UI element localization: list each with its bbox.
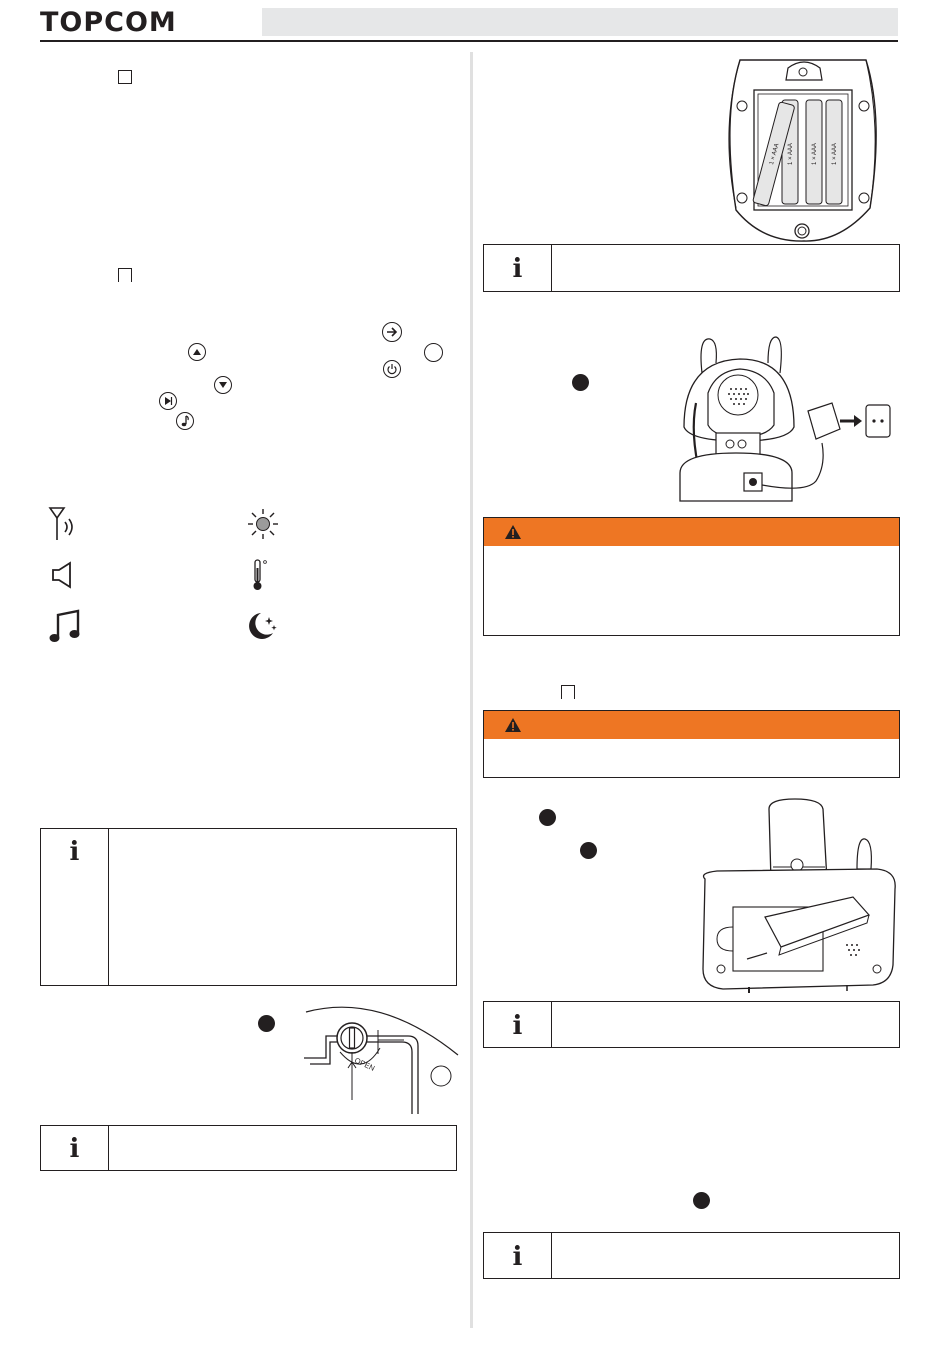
parent-unit-battery-figure [697,797,899,997]
moon-stars-icon [247,611,279,641]
thermometer-icon [250,558,270,592]
speaker-icon [50,560,76,590]
signal-waves-icon [48,506,80,542]
brand-logo: TOPCOM [40,7,177,38]
checkbox-square-open [561,685,575,699]
step-marker [572,374,589,391]
battery-label: 1 × AAA [832,143,838,165]
empty-circle-icon [424,343,443,362]
info-box [483,1232,900,1279]
info-box [483,244,900,292]
music-note-icon [48,609,82,645]
step-marker [258,1015,275,1032]
step-marker [580,842,597,859]
warning-header [484,518,899,546]
camera-adapter-figure [676,333,898,507]
battery-cover-figure [300,1000,465,1118]
header-rule [40,40,898,42]
info-box [40,1125,457,1171]
battery-label: 1 × AAA [768,142,781,166]
info-icon: i [69,1134,80,1164]
info-box [40,828,457,986]
menu-enter-icon [382,322,402,342]
info-icon: i [512,1242,523,1272]
sun-icon [247,508,279,540]
battery-label: 1 × AAA [812,143,818,165]
info-icon: i [512,1011,523,1041]
open-label: OPEN [353,1055,377,1073]
warning-triangle-icon [504,717,522,733]
warning-triangle-icon [504,524,522,540]
arrow-down-icon [214,376,232,394]
battery-compartment-figure [722,58,884,242]
battery-label: 1 × AAA [788,143,794,165]
arrow-up-icon [188,343,206,361]
warning-box [483,710,900,778]
warning-header [484,711,899,739]
checkbox-square [118,70,132,84]
info-icon: i [512,254,523,284]
checkbox-square-open [118,268,132,282]
info-icon: i [69,837,80,867]
header-bar [262,8,898,36]
step-marker [539,809,556,826]
power-icon [383,360,401,378]
arrow-right-icon [159,392,177,410]
info-box [483,1001,900,1048]
warning-box [483,517,900,636]
column-divider [470,52,473,1328]
lullaby-note-icon [176,412,194,430]
step-marker [693,1192,710,1209]
